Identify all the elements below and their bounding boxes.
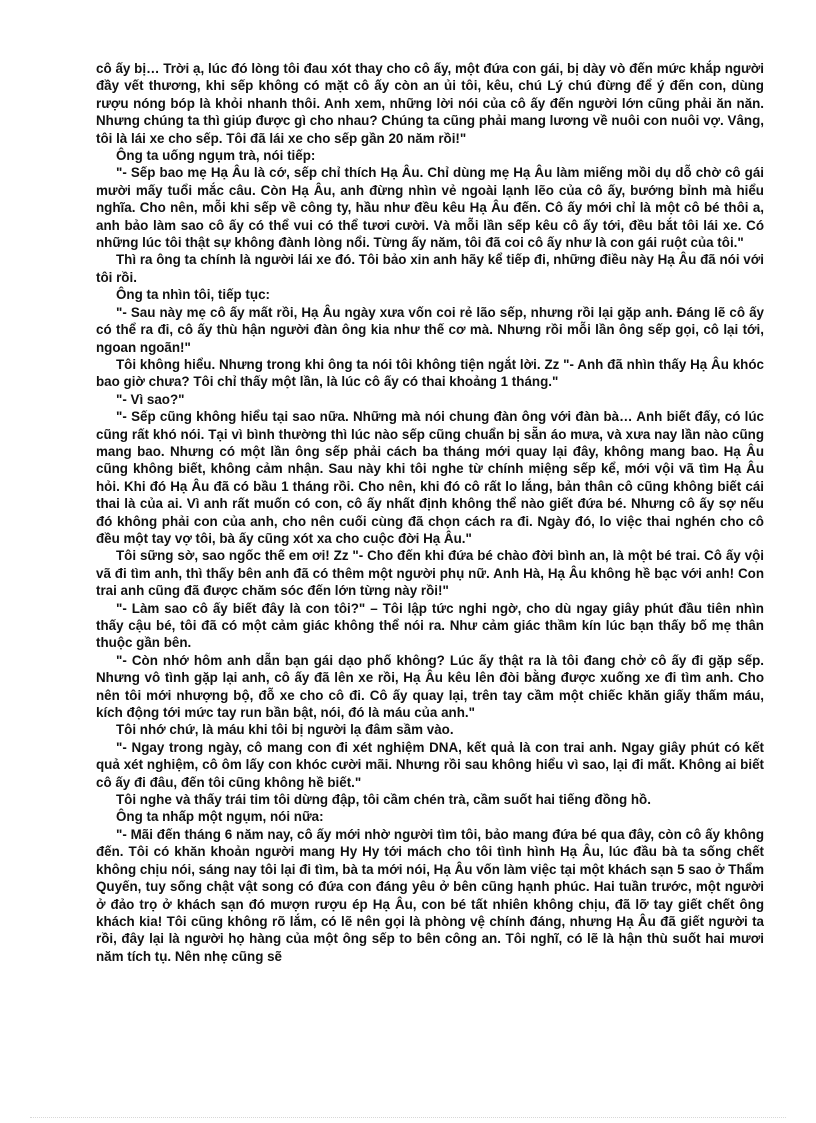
paragraph-13: Tôi nhớ chứ, là máu khi tôi bị người lạ đâm sầm vào. (116, 722, 454, 738)
paragraph-14: "- Ngay trong ngày, cô mang con đi xét nghiệm DNA, kết quả là con trai anh. Ngay giây phút có kết quả xét nghiệm, cô ôm lấy con khóc cười mãi. Nhưng rồi sau không hiểu vì sao, lại đi mất. Không ai biết cô ấy đi đâu, đến tôi cũng không hề biết." (96, 739, 764, 790)
paragraph-10: Tôi sững sờ, sao ngốc thế em ơi! Zz "- Cho đến khi đứa bé chào đời bình an, là một bé trai. Cô ấy vội vã đi tìm anh, thì thấy bên anh đã có thêm một người phụ nữ. Anh Hà, Hạ Âu không hề bạc với anh! Con trai anh cũng đã được chăm sóc đến lớn từng này rồi!" (96, 548, 764, 599)
paragraph-7: Tôi không hiểu. Nhưng trong khi ông ta nói tôi không tiện ngắt lời. Zz "- Anh đã nhìn thấy Hạ Âu khóc bao giờ chưa? Tôi chỉ thấy một lần, là lúc cô ấy có thai khoảng 1 tháng." (96, 356, 764, 390)
paragraph-6: "- Sau này mẹ cô ấy mất rồi, Hạ Âu ngày xưa vốn coi rẻ lão sếp, nhưng rồi lại gặp anh. Đáng lẽ cô ấy có thể ra đi, cô ấy thù hận người đàn ông kia như thế cơ mà. Nhưng rồi mỗi lần ông sếp gọi, cô lại tới, ngoan ngoãn!" (96, 304, 764, 355)
paragraph-2: Ông ta uống ngụm trà, nói tiếp: (116, 148, 316, 164)
paragraph-16: Ông ta nhấp một ngụm, nói nữa: (116, 809, 324, 825)
document-page (96, 60, 764, 965)
paragraph-4: Thì ra ông ta chính là người lái xe đó. Tôi bảo xin anh hãy kể tiếp đi, những điều này Hạ Âu đã nói với tôi rồi. (96, 252, 764, 285)
paragraph-17: "- Mãi đến tháng 6 năm nay, cô ấy mới nhờ người tìm tôi, bảo mang đứa bé qua đây, còn cô ấy không đến. Tôi có khăn khoản người mang Hy Hy tới mách cho tôi tình hình Hạ Âu, lúc đầu bà ta sống chết không chịu nói, sáng nay tôi lại đi tìm, bà ta mới nói, Hạ Âu vốn làm việc tại một khách sạn 5 sao ở Thẩm Quyến, tuy sống chật vật song có đứa con đáng yêu ở bên cũng hạnh phúc. Hai tuần trước, một người ở đảo trọ ở khách sạn đó mượn rượu ép Hạ Âu, con bé tất nhiên không chịu, đã lỡ tay giết chết ông khách kia! Tôi cũng không rõ lắm, có lẽ nên gọi là phòng vệ chính đáng, nhưng Hạ Âu đã giết người ta rồi, đây lại là người họ hàng của một ông sếp to bên công an. Tôi nghĩ, có lẽ là hận thù suốt hai mươi năm tích tụ. Nên nhẹ cũng sẽ (96, 826, 764, 964)
paragraph-8: "- Vì sao?" (116, 391, 185, 407)
paragraph-15: Tôi nghe và thấy trái tim tôi dừng đập, tôi cầm chén trà, cầm suốt hai tiếng đồng hồ. (116, 792, 651, 808)
paragraph-1: cô ấy bị… Trời ạ, lúc đó lòng tôi đau xót thay cho cô ấy, một đứa con gái, bị dày vò đến mức khắp người đầy vết thương, khi sếp không có mặt cô ấy còn an ủi tôi, kêu, chú Lý chú đừng để ý đến con, dùng rượu nóng bóp là khỏi nhanh thôi. Anh xem, những lời nói của cô ấy đến người lớn cũng phải ăn năn. Nhưng chúng ta thì giúp được gì cho nhau? Chúng ta cũng phải mang lương về nuôi con nuôi vợ. Vâng, tôi là lái xe cho sếp. Tôi đã lái xe cho sếp gần 20 năm rồi!" (96, 61, 764, 146)
paragraph-5: Ông ta nhìn tôi, tiếp tục: (116, 287, 270, 303)
paragraph-12: "- Còn nhớ hôm anh dẫn bạn gái dạo phố không? Lúc ấy thật ra là tôi đang chở cô ấy đi gặp sếp. Nhưng vô tình gặp lại anh, cô ấy đã lên xe rồi, Hạ Âu kêu lên đòi bằng được xuống xe đi tìm anh. Cho nên tôi mới nhượng bộ, đỗ xe cho cô đi. Cô ấy quay lại, trên tay cầm một chiếc khăn giấy thấm máu, kích động tới mức tay run bần bật, nói, đó là máu của anh." (96, 652, 764, 721)
page-bottom-divider (30, 1117, 786, 1118)
paragraph-11: "- Làm sao cô ấy biết đây là con tôi?" – Tôi lập tức nghi ngờ, cho dù ngay giây phút đầu tiên nhìn thấy cậu bé, tôi đã có một cảm giác không thể nói ra. Như cảm giác thầm kín lúc bạn thấy bố mẹ thân thuộc gần bên. (96, 600, 764, 651)
paragraph-3: "- Sếp bao mẹ Hạ Âu là cớ, sếp chỉ thích Hạ Âu. Chỉ dùng mẹ Hạ Âu làm miếng mồi dụ dỗ chờ cô gái mười mấy tuổi mắc câu. Còn Hạ Âu, anh đừng nhìn vẻ ngoài lạnh lẽo của cô ấy, bướng bỉnh mà hiểu nghĩa. Cho nên, mỗi khi sếp về công ty, hầu như đều kêu Hạ Âu đến. Cô ấy mới chỉ là một cô bé thôi a, anh bảo làm sao cô ấy có thể vui có thể tươi cười. Và mỗi lần sếp kêu cô ấy tới, đều bắt tôi lái xe. Có những lúc tôi thật sự không đành lòng nổi. Từng ấy năm, tôi đã coi cô ấy như là con gái ruột của tôi." (96, 165, 764, 251)
paragraph-9: "- Sếp cũng không hiểu tại sao nữa. Những mà nói chung đàn ông với đàn bà… Anh biết đấy, có lúc cũng rất khó nói. Tại vì bình thường thì lúc nào sếp cũng chuẩn bị sẵn áo mưa, và xưa nay lần nào cũng mang bao. Nhưng có một lần ông sếp phải cách ba tháng mới quay lại đây, không mang bao. Hạ Âu cũng không biết, không cảm nhận. Sau này khi tôi nghe từ chính miệng sếp kể, mới vội vã tìm Hạ Âu hỏi. Khi đó Hạ Âu đã có bầu 1 tháng rồi. Cho nên, khi đó cô rất lo lắng, bản thân cô cũng không biết cái thai là của ai. Vì anh rất muốn có con, cô ấy nhất định không thể nào giết đứa bé. Nhưng cô ấy sợ nếu đó không phải con của anh, cho nên cuối cùng đã chọn cách ra đi. Ngày đó, lo việc thai nghén cho cô đều một tay vợ tôi, bà ấy cũng xót xa cho cuộc đời Hạ Âu." (96, 409, 764, 546)
